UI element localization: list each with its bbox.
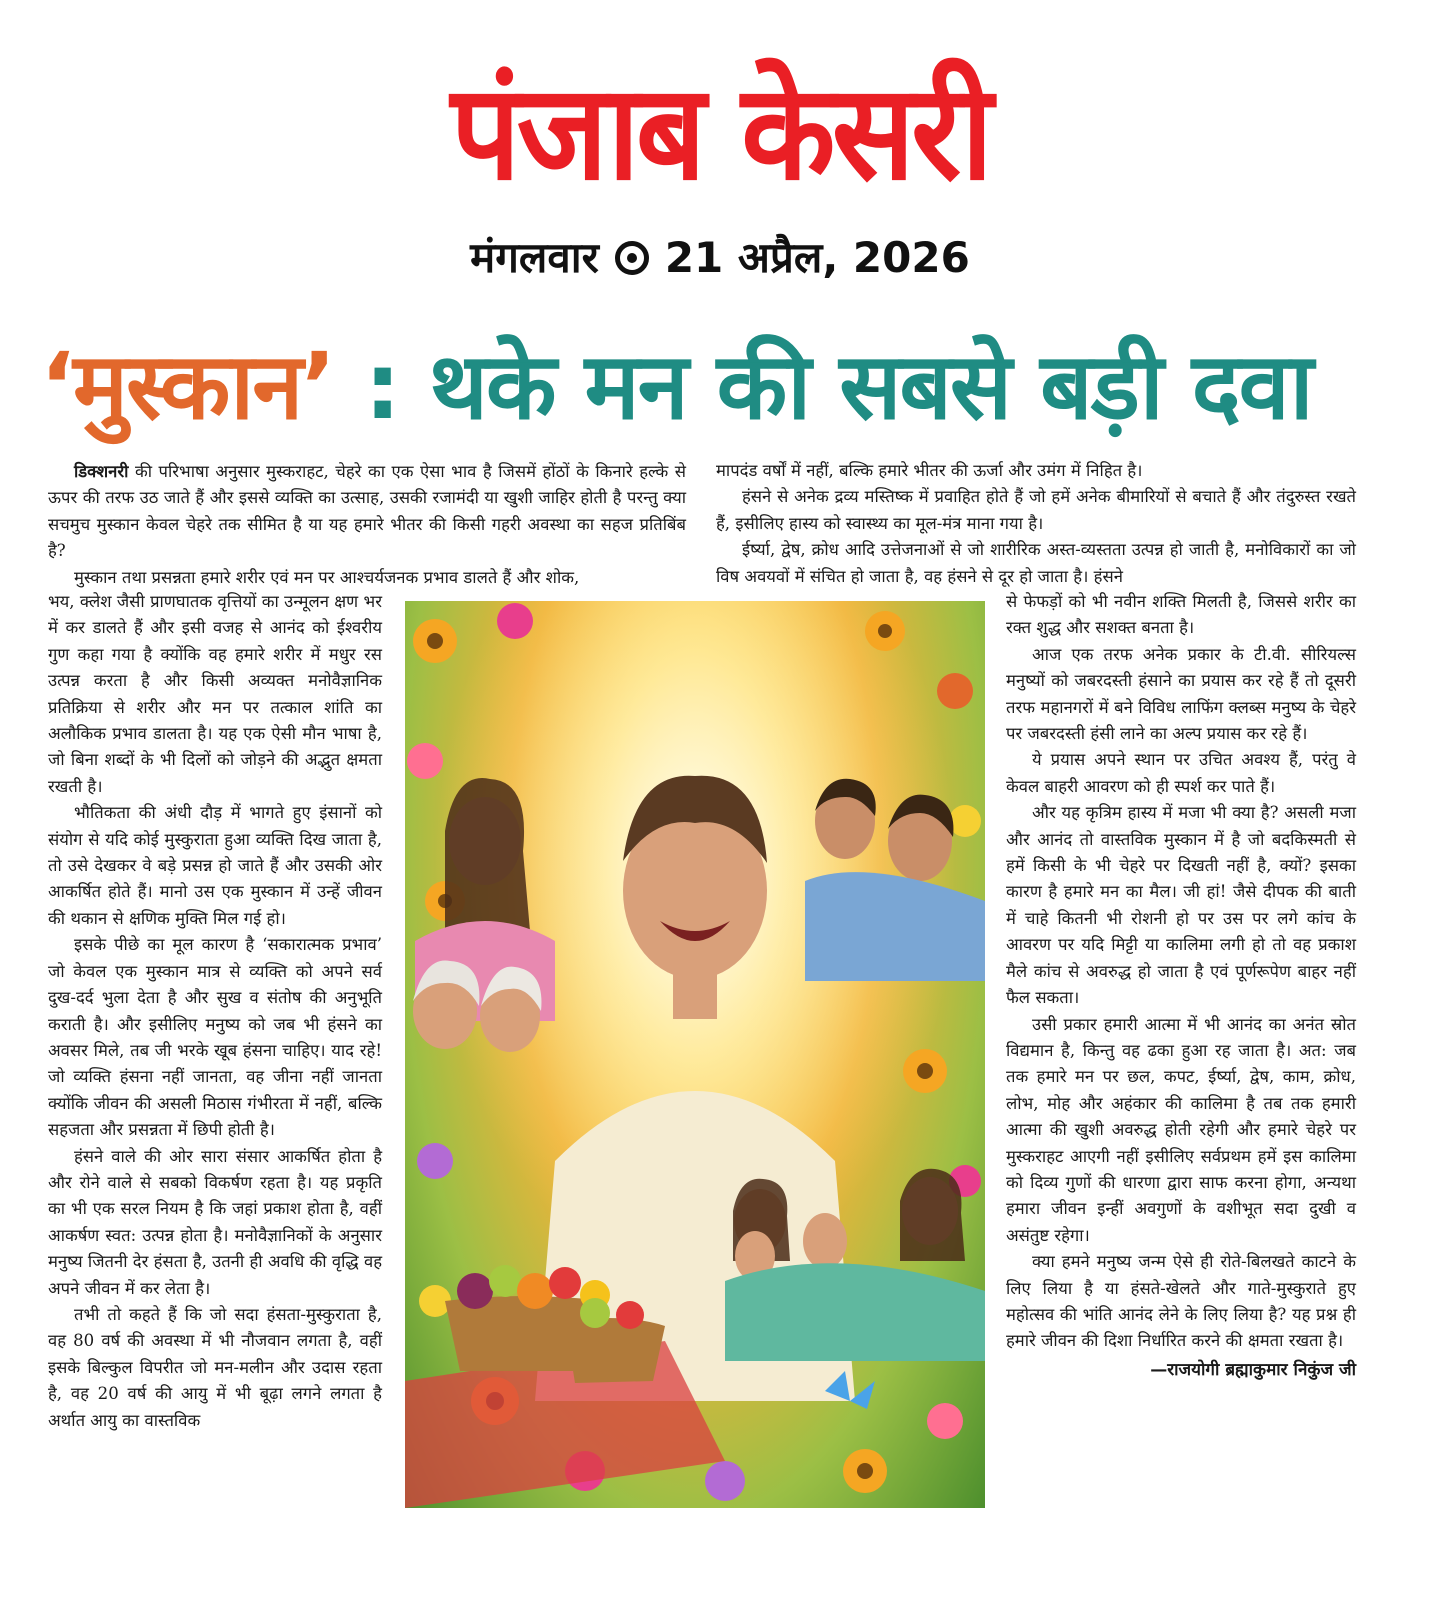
article-left-column — [48, 589, 382, 1434]
byline: —राजयोगी ब्रह्माकुमार निकुंज जी — [1150, 1359, 1356, 1380]
article-paragraph: क्या हमने मनुष्य जन्म ऐसे ही रोते-बिलखते काटने के लिए लिया है या हंसते-खेलते और गाते-मुस्कुराते हुए महोत्सव की भांति आनंद लेने के लिए लिया है? यह प्रश्न ही हमारे जीवन की दिशा निर्धारित करने की क्षमता रखता है। — [1006, 1252, 1356, 1351]
article-paragraph: तभी तो कहते हैं कि जो सदा हंसता-मुस्कुराता है, वह 80 वर्ष की अवस्था में भी नौजवान लगता है, वहीं इसके बिल्कुल विपरीत जो मन-मलीन और उदास रहता है, वह 20 वर्ष की आयु में भी बूढ़ा लगने लगता है अर्थात आयु का वास्तविक — [48, 1304, 382, 1430]
dateline-day: मंगलवार — [470, 233, 599, 282]
dateline — [0, 228, 1440, 288]
headline-accent: ‘मुस्कान’ — [40, 333, 335, 440]
article-paragraph: उसी प्रकार हमारी आत्मा में भी आनंद का अनंत स्रोत विद्यमान है, किन्तु वह ढका हुआ रह जाता है। अत: जब तक हमारे मन पर छल, कपट, ईर्ष्या, द्वेष, काम, क्रोध, लोभ, मोह और अहंकार की कालिमा है तब तक हमारी आत्मा की खुशी अवरुद्ध होती रहेगी और हमारे चेहरे पर मुस्कराहट आएगी नहीं इसीलिए सर्वप्रथम हमें इस कालिमा को दिव्य गुणों की धारणा द्वारा साफ करना होगा, अन्यथा हमारा जीवन इन्हीं अवगुणों के वशीभूत सदा दुखी व असंतुष्ट रहेगा। — [1006, 1014, 1356, 1245]
lead-word: डिक्शनरी — [74, 461, 129, 481]
article-paragraph: हंसने से अनेक द्रव्य मस्तिष्क में प्रवाहित होते हैं जो हमें अनेक बीमारियों से बचाते हैं और तंदुरुस्त रखते हैं, इसीलिए हास्य को स्वास्थ्य का मूल-मंत्र माना गया है। — [716, 487, 1356, 533]
illustration-smiling-people-icon — [405, 601, 985, 1508]
article-paragraph: से फेफड़ों को भी नवीन शक्ति मिलती है, जिससे शरीर का रक्त शुद्ध और सशक्त बनता है। — [1006, 592, 1356, 638]
illustration-image — [405, 601, 985, 1508]
article-paragraph: मापदंड वर्षों में नहीं, बल्कि हमारे भीतर की ऊर्जा और उमंग में निहित है। — [716, 461, 1143, 480]
headline — [40, 322, 1410, 452]
article-right-column — [1006, 589, 1356, 1383]
headline-main: : थके मन की सबसे बड़ी दवा — [334, 333, 1312, 440]
masthead-title: पंजाब केसरी — [450, 56, 990, 210]
article-paragraph: भौतिकता की अंधी दौड़ में भागते हुए इंसानों को संयोग से यदि कोई मुस्कुराता हुआ व्यक्ति दिख जाता है, तो उसे देखकर वे बड़े प्रसन्न हो जाते हैं और उसकी ओर आकर्षित होते हैं। मानो उस एक मुस्कान में उन्हें जीवन की थकान से क्षणिक मुक्ति मिल गई हो। — [48, 803, 382, 928]
article-paragraph: ईर्ष्या, द्वेष, क्रोध आदि उत्तेजनाओं से जो शारीरिक अस्त-व्यस्तता उत्पन्न हो जाती है, मनोविकारों का जो विष अवयवों में संचित हो जाता है, वह हंसने से दूर हो जाता है। हंसने — [716, 540, 1356, 586]
article-paragraph: इसके पीछे का मूल कारण है ‘सकारात्मक प्रभाव’ जो केवल एक मुस्कान मात्र से व्यक्ति को अपने सर्व दुख-दर्द भुला देता है और सुख व संतोष की अनुभूति कराती है। और इसीलिए मनुष्य को जब भी हंसने का अवसर मिले, तब जी भरके खूब हंसना चाहिए। याद रहे! जो व्यक्ति हंसना नहीं जानता, वह जीना नहीं जानता क्योंकि जीवन की असली मिठास गंभीरता में नहीं, बल्कि सहजता और प्रसन्नता में छिपी होती है। — [48, 935, 382, 1140]
article-paragraph: और यह कृत्रिम हास्य में मजा भी क्या है? असली मजा और आनंद तो वास्तविक मुस्कान में है जो बदकिस्मती से हमें किसी के भी चेहरे पर दिखती नहीं है, क्यों? इसका कारण है हमारे मन का मैल। जी हां! जैसे दीपक की बाती में चाहे कितनी भी रोशनी हो पर उस पर लगे कांच के आवरण पर यदि मिट्टी या कालिमा लगी हो तो वह प्रकाश मैले कांच से अवरुद्ध हो जाता है एवं पूर्णरूपेण बाहर नहीं फैल सकता। — [1006, 803, 1356, 1008]
para1-text: की परिभाषा अनुसार मुस्कराहट, चेहरे का एक ऐसा भाव है जिसमें होंठों के किनारे हल्के से ऊपर की तरफ उठ जाते हैं और इससे व्यक्ति का उत्साह, उसकी रजामंदी या खुशी जाहिर होती है परन्तु क्या सचमुच मुस्कान केवल चेहरे तक सीमित है या यह हमारे भीतर की किसी गहरी अवस्था का सहज प्रतिबिंब है? — [48, 462, 686, 561]
article-paragraph: हंसने वाले की ओर सारा संसार आकर्षित होता है और रोने वाले से सबको विकर्षण रहता है। यह प्रकृति का भी एक सरल नियम है कि जहां प्रकाश होता है, वहीं आकर्षण स्वत: उत्पन्न होता है। मनोवैज्ञानिकों के अनुसार मनुष्य जितनी देर हंसता है, उतनी ही अवधि की वृद्धि वह अपने जीवन में कर लेता है। — [48, 1146, 382, 1298]
dateline-date: 21 अप्रैल, 2026 — [664, 233, 970, 282]
article-paragraph: आज एक तरफ अनेक प्रकार के टी.वी. सीरियल्स मनुष्यों को जबरदस्ती हंसाने का प्रयास कर रहे हैं तो दूसरी तरफ महानगरों में बने विविध लाफिंग क्लब्स मनुष्य के चेहरे पर जबरदस्ती हंसी लाने का अल्प प्रयास कर रहे हैं। — [1006, 644, 1356, 744]
article-paragraph: भय, क्लेश जैसी प्राणघातक वृत्तियों का उन्मूलन क्षण भर में कर डालते हैं और इसी वजह से आनंद को ईश्वरीय गुण कहा गया है क्योंकि वह हमारे शरीर में मधुर रस उत्पन्न करता है और किसी अव्यक्त मनोवैज्ञानिक प्रतिक्रिया से शरीर और मन पर तत्काल शांति का अलौकिक प्रभाव डालता है। यह एक ऐसी मौन भाषा है, जो बिना शब्दों के भी दिलों को जोड़ने की अद्भुत क्षमता रखती है। — [48, 592, 382, 796]
article-paragraph — [48, 458, 686, 565]
article-paragraph: ये प्रयास अपने स्थान पर उचित अवश्य हैं, परंतु वे केवल बाहरी आवरण को ही स्पर्श कर पाते हैं। — [1006, 750, 1356, 796]
article-top-left — [48, 458, 686, 591]
bullet-circle-icon — [615, 241, 649, 275]
article-top-right — [716, 458, 1356, 590]
article-paragraph: मुस्कान तथा प्रसन्नता हमारे शरीर एवं मन पर आश्चर्यजनक प्रभाव डालते हैं और शोक, — [74, 567, 580, 587]
